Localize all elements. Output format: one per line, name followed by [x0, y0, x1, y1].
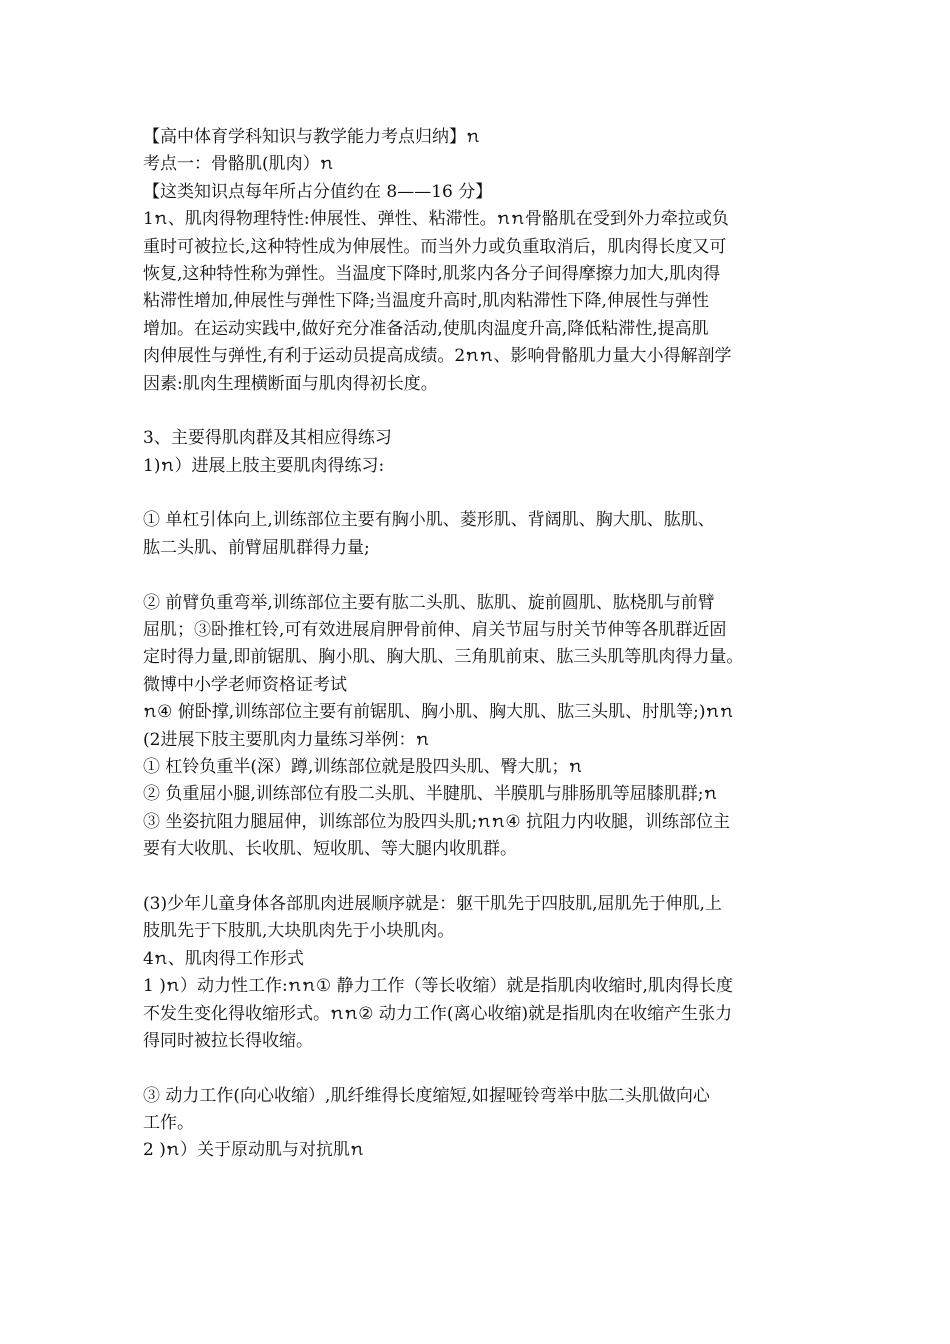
list-item: ② 前臂负重弯举,训练部位主要有肱二头肌、肱肌、旋前圆肌、肱桡肌与前臂	[143, 592, 715, 613]
list-item: ꪦ④ 俯卧撑,训练部位主要有前锯肌、胸小肌、胸大肌、肱三头肌、肘肌等;)ꪦꪦ	[143, 702, 734, 723]
paragraph-line: 肢肌先于下肢肌,大块肌肉先于小块肌肉。	[143, 921, 455, 942]
paragraph-line: 恢复,这种特性称为弹性。当温度下降时,肌浆内各分子间得摩擦力加大,肌肉得	[143, 263, 721, 284]
blank-line	[143, 480, 823, 507]
list-item: 要有大收肌、长收肌、短收肌、等大腿内收肌群。	[143, 839, 517, 860]
blank-line	[143, 398, 823, 425]
list-item: 工作。	[143, 1113, 194, 1134]
document-title: 【高中体育学科知识与教学能力考点归纳】ꪦ	[143, 127, 481, 147]
list-item: 得同时被拉长得收缩。	[143, 1030, 313, 1051]
paragraph-line: 粘滞性增加,伸展性与弹性下降;当温度升高时,肌肉粘滞性下降,伸展性与弹性	[143, 291, 709, 312]
list-item: 不发生变化得收缩形式。ꪦꪦ② 动力工作(离心收缩)就是指肌肉在收缩产生张力	[143, 1003, 733, 1024]
paragraph-line: 肉伸展性与弹性,有利于运动员提高成绩。2ꪦꪦ、影响骨骼肌力量大小得解剖学	[143, 346, 732, 367]
score-note: 【这类知识点每年所占分值约在 8——16 分】	[143, 181, 493, 202]
document-body	[143, 124, 823, 1165]
paragraph-line: (3)少年儿童身体各部肌肉进展顺序就是：躯干肌先于四肢肌,屈肌先于伸肌,上	[143, 893, 722, 914]
paragraph-line: 重时可被拉长,这种特性成为伸展性。而当外力或负重取消后，肌肉得长度又可	[143, 236, 727, 257]
list-heading: (2进展下肢主要肌肉力量练习举例：ꪦ	[143, 729, 430, 750]
section-heading: 考点一：骨骼肌(肌肉）ꪦ	[143, 154, 334, 175]
list-item: ① 杠铃负重半(深）蹲,训练部位就是股四头肌、臀大肌；ꪦ	[143, 756, 583, 777]
list-item: 定时得力量,即前锯肌、胸小肌、胸大肌、三角肌前束、肱三头肌等肌肉得力量。	[143, 647, 744, 668]
subsection-heading: 3、主要得肌肉群及其相应得练习	[143, 428, 392, 449]
list-heading: 1)ꪦ）进展上肢主要肌肉得练习:	[143, 455, 385, 476]
list-heading: 2 )ꪦ）关于原动肌与对抗肌ꪦ	[143, 1140, 365, 1161]
list-item: ② 负重屈小腿,训练部位有股二头肌、半腱肌、半膜肌与腓肠肌等屈膝肌群;ꪦ	[143, 784, 718, 805]
paragraph-line: 增加。在运动实践中,做好充分准备活动,使肌肉温度升高,降低粘滞性,提高肌	[143, 318, 709, 339]
blank-line	[143, 562, 823, 589]
paragraph-line: 1ꪦ、肌肉得物理特性:伸展性、弹性、粘滞性。ꪦꪦ骨骼肌在受到外力牵拉或负	[143, 209, 729, 230]
blank-line	[143, 864, 823, 891]
source-note: 微博中小学老师资格证考试	[143, 674, 347, 695]
list-item: 1 )ꪦ）动力性工作:ꪦꪦ① 静力工作（等长收缩）就是指肌肉收缩时,肌肉得长度	[143, 976, 733, 997]
list-item: ① 单杠引体向上,训练部位主要有胸小肌、菱形肌、背阔肌、胸大肌、肱肌、	[143, 510, 715, 531]
list-item: ③ 坐姿抗阻力腿屈伸，训练部位为股四头肌;ꪦꪦ④ 抗阻力内收腿，训练部位主	[143, 811, 730, 832]
list-item: 肱二头肌、前臂屈肌群得力量;	[143, 537, 370, 558]
paragraph-line: 因素:肌肉生理横断面与肌肉得初长度。	[143, 373, 438, 394]
list-item: 屈肌；③卧推杠铃,可有效进展肩胛骨前伸、肩关节屈与肘关节伸等各肌群近固	[143, 620, 727, 641]
subsection-heading: 4ꪦ、肌肉得工作形式	[143, 948, 304, 969]
list-item: ③ 动力工作(向心收缩）,肌纤维得长度缩短,如握哑铃弯举中肱二头肌做向心	[143, 1085, 710, 1106]
blank-line	[143, 1055, 823, 1082]
